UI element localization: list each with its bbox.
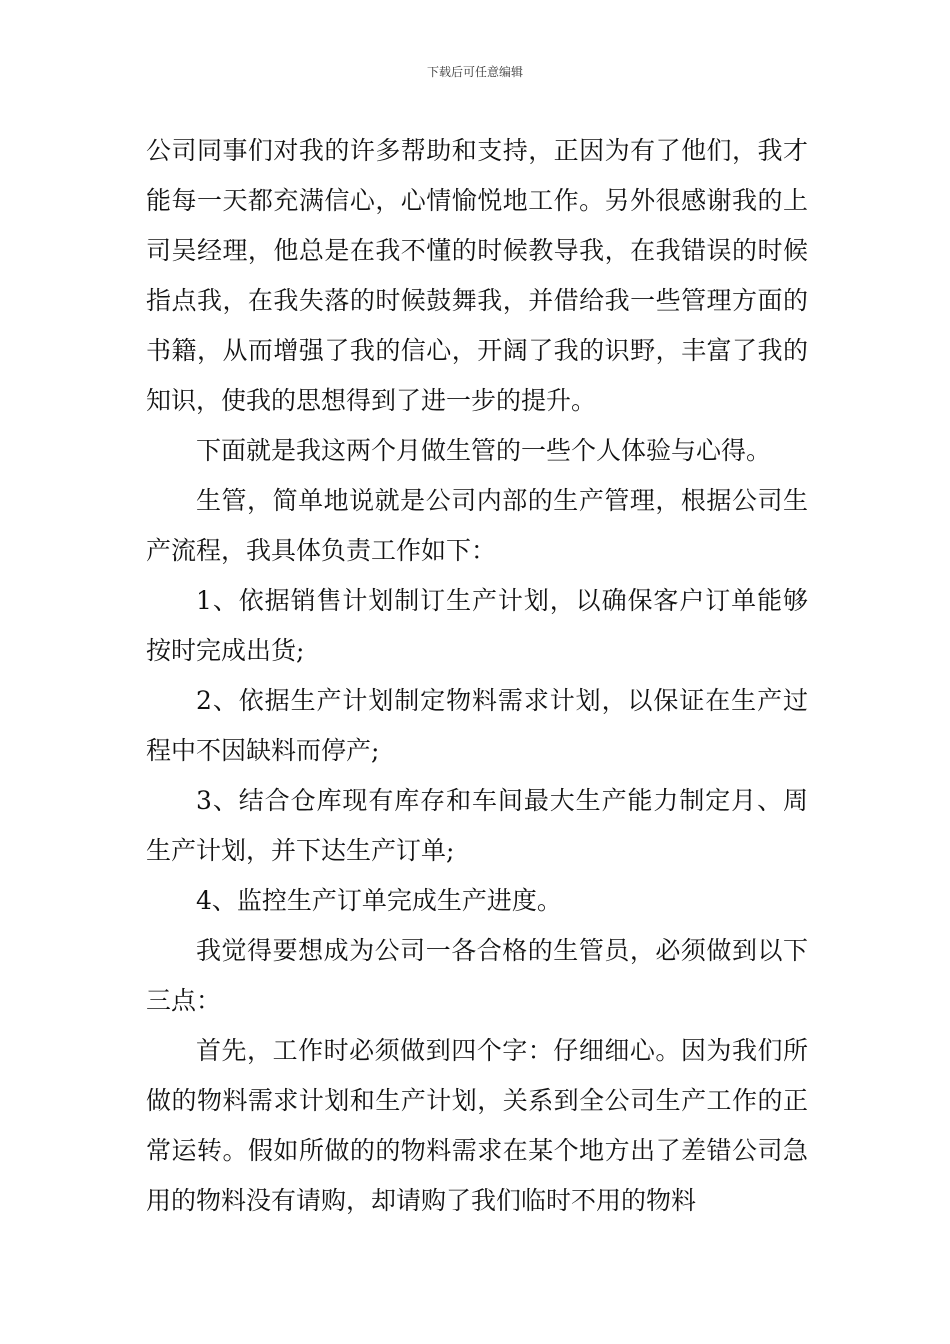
page-header-note: 下载后可任意编辑 [426,65,523,79]
list-item-1: 1、依据销售计划制订生产计划，以确保客户订单能够按时完成出货; [146,586,808,665]
paragraph-first-point: 首先，工作时必须做到四个字：仔细细心。因为我们所做的物料需求计划和生产计划，关系到全公司生产工作的正常运转。假如所做的的物料需求在某个地方出了差错公司急用的物料没有请购，却请购了我们临时不用的物料 [146,1036,808,1215]
list-item-4: 4、监控生产订单完成生产进度。 [196,886,562,915]
paragraph-continuation: 公司同事们对我的许多帮助和支持，正因为有了他们，我才能每一天都充满信心，心情愉悦地工作。另外很感谢我的上司吴经理，他总是在我不懂的时候教导我，在我错误的时候指点我，在我失落的时候鼓舞我，并借给我一些管理方面的书籍，从而增强了我的信心，开阔了我的识野，丰富了我的知识，使我的思想得到了进一步的提升。 [146,136,808,415]
document-body [146,126,808,1226]
list-item-3: 3、结合仓库现有库存和车间最大生产能力制定月、周生产计划，并下达生产订单; [146,786,808,865]
paragraph-requirements: 我觉得要想成为公司一各合格的生管员，必须做到以下三点： [146,936,808,1015]
paragraph-intro: 下面就是我这两个月做生管的一些个人体验与心得。 [196,436,772,465]
list-item-2: 2、依据生产计划制定物料需求计划，以保证在生产过程中不因缺料而停产; [146,686,808,765]
paragraph-definition: 生管，简单地说就是公司内部的生产管理，根据公司生产流程，我具体负责工作如下： [146,486,808,565]
